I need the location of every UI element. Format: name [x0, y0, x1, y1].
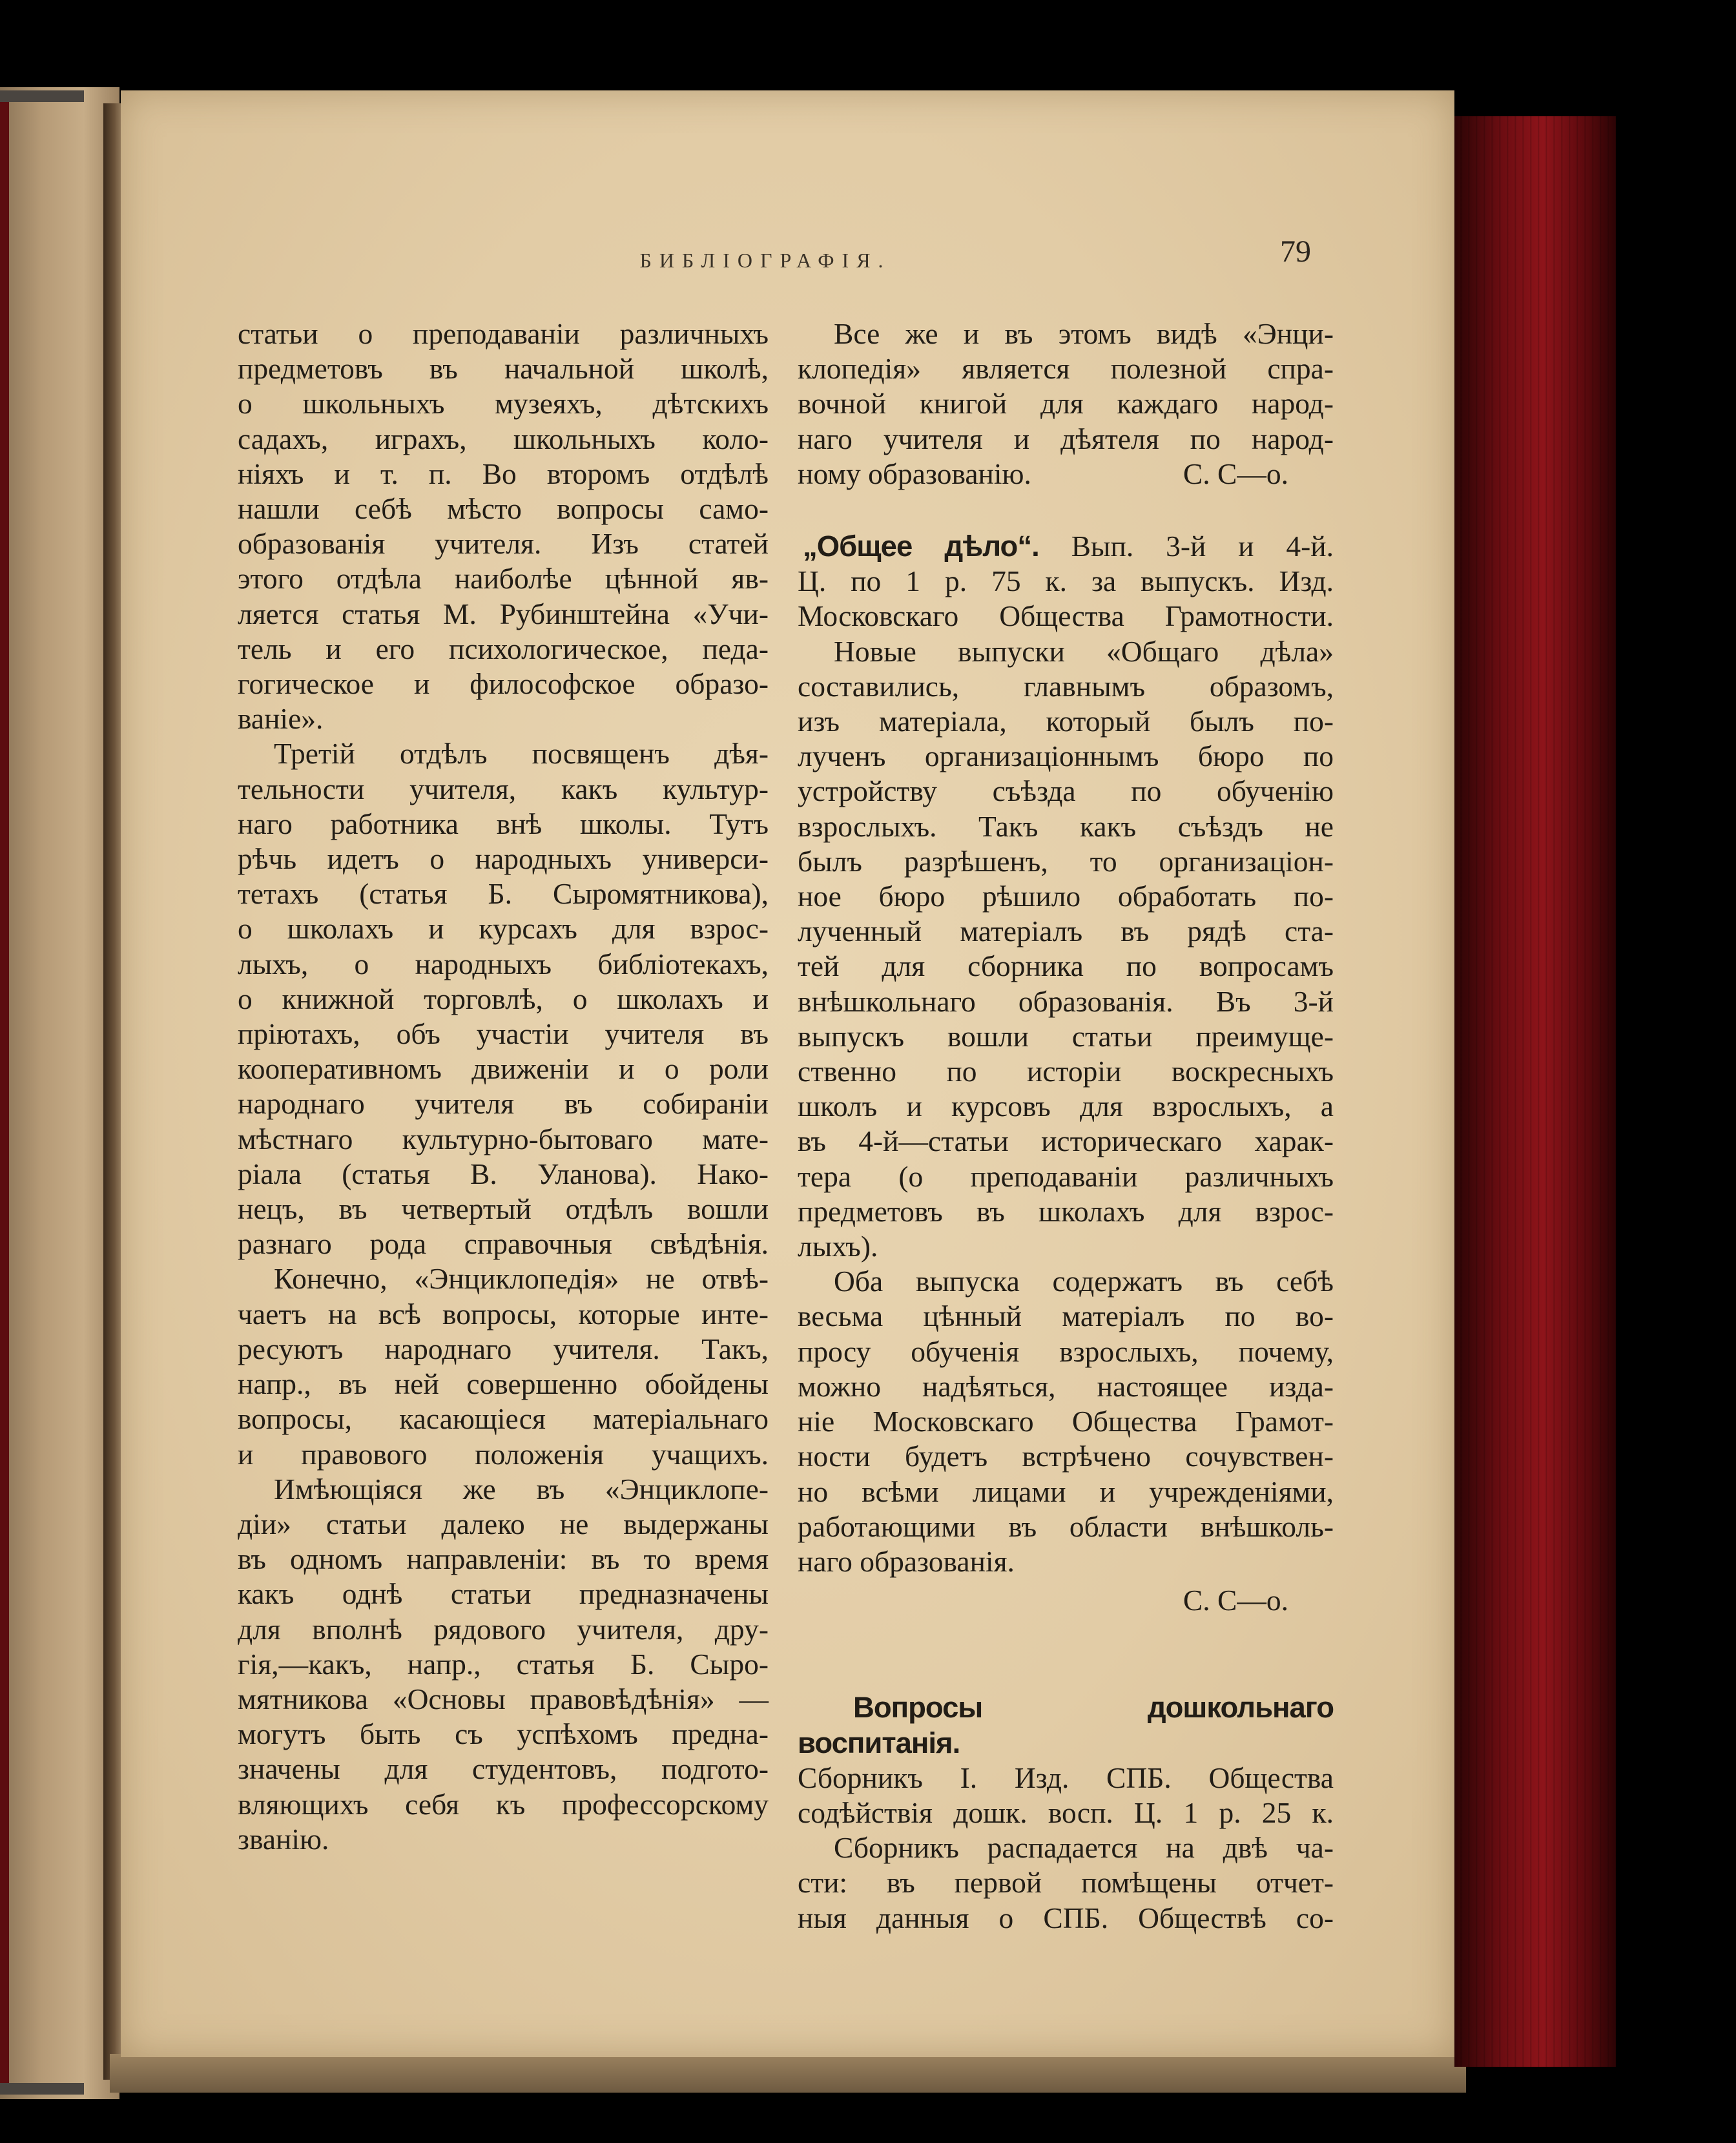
text-line: вляющихъ себя къ профессорскому	[238, 1787, 769, 1821]
text-line: гія,—какъ, напр., статья Б. Сыро-	[238, 1647, 769, 1681]
text-line: Третій отдѣлъ посвященъ дѣя-	[274, 737, 769, 771]
text-line: о книжной торговлѣ, о школахъ и	[238, 982, 769, 1015]
text-line: Сборникъ распадается на двѣ ча-	[834, 1831, 1334, 1865]
signature: С. С—о.	[1183, 1584, 1288, 1617]
text-line: ресуютъ народнаго учителя. Такъ,	[238, 1332, 769, 1365]
left-page-edge	[0, 87, 119, 2099]
text-line: былъ разрѣшенъ, то организаціон-	[798, 844, 1334, 878]
text-line: предметовъ въ школахъ для взрос-	[798, 1194, 1334, 1228]
text-line: вопросы, касающіеся матеріальнаго	[238, 1402, 769, 1436]
text-line: для вполнѣ рядового учителя, дру-	[238, 1612, 769, 1646]
text-line: разнаго рода справочныя свѣдѣнія.	[238, 1227, 769, 1261]
text-line: но всѣми лицами и учрежденіями,	[798, 1475, 1334, 1508]
text-line: гогическое и философское образо-	[238, 667, 769, 701]
page-bottom-edge	[110, 2054, 1466, 2093]
text-line: ваніе».	[238, 702, 324, 736]
text-line: кооперативномъ движеніи и о роли	[238, 1052, 769, 1086]
review-issue-info: Вып. 3-й и 4-й.	[1038, 530, 1334, 563]
text-line: тельности учителя, какъ культур-	[238, 772, 769, 805]
text-line: лыхъ).	[798, 1230, 878, 1263]
text-line: ственно по исторіи воскресныхъ	[798, 1055, 1334, 1088]
text-line: работающими въ области внѣшколь-	[798, 1509, 1334, 1543]
text-line	[798, 457, 1334, 492]
review-heading	[798, 529, 1334, 564]
text-line: ніяхъ и т. п. Во второмъ отдѣлѣ	[238, 457, 769, 490]
review-title: Вопросы дошкольнаго воспитанія.	[798, 1691, 1334, 1759]
text-line: нашли себѣ мѣсто вопросы само-	[238, 492, 769, 526]
text-line: Новые выпуски «Общаго дѣла»	[834, 634, 1334, 668]
text-line: Сборникъ I. Изд. СПБ. Общества	[798, 1761, 1334, 1794]
text-line: чаетъ на всѣ вопросы, которые инте-	[238, 1297, 769, 1330]
text-line: ляется статья М. Рубинштейна «Учи-	[238, 597, 769, 630]
text-line: ности будетъ встрѣчено сочувствен-	[798, 1440, 1334, 1473]
text-line: школъ и курсовъ для взрослыхъ, а	[798, 1090, 1334, 1123]
text-line: лученный матеріалъ въ рядѣ ста-	[798, 915, 1334, 948]
review-title: „Общее дѣло“.	[803, 530, 1039, 563]
text-line: сти: въ первой помѣщены отчет-	[798, 1866, 1334, 1900]
text-line: напр., въ ней совершенно обойдены	[238, 1367, 769, 1401]
text-line: наго образованія.	[798, 1544, 1015, 1578]
text-line: мѣстнаго культурно-бытоваго мате-	[238, 1122, 769, 1155]
text-line: Имѣющіяся же въ «Энциклопе-	[274, 1472, 769, 1506]
text-line: ныя данныя о СПБ. Обществѣ со-	[798, 1901, 1334, 1934]
text-line: устройству съѣзда по обученію	[798, 774, 1334, 808]
text-line: Все же и въ этомъ видѣ «Энци-	[834, 317, 1334, 350]
text-line: нецъ, въ четвертый отдѣлъ вошли	[238, 1192, 769, 1226]
left-column	[238, 316, 769, 1857]
text-line: ніе Московскаго Общества Грамот-	[798, 1405, 1334, 1438]
text-line: внѣшкольнаго образованія. Въ 3-й	[798, 984, 1334, 1018]
text-line: и правового положенія учащихъ.	[238, 1437, 769, 1471]
text-line: званію.	[238, 1822, 329, 1856]
text-line: о школьныхъ музеяхъ, дѣтскихъ	[238, 387, 769, 420]
text-line: содѣйствія дошк. восп. Ц. 1 р. 25 к.	[798, 1796, 1334, 1829]
text-line: въ одномъ направленіи: въ то время	[238, 1542, 769, 1576]
text-line: предметовъ въ начальной школѣ,	[238, 352, 769, 386]
text-line: тера (о преподаваніи различныхъ	[798, 1159, 1334, 1193]
text-line: значены для студентовъ, подгото-	[238, 1752, 769, 1786]
text-line: лыхъ, о народныхъ библіотекахъ,	[238, 947, 769, 980]
text-line: лученъ организаціоннымъ бюро по	[798, 740, 1334, 773]
text-line: діи» статьи далеко не выдержаны	[238, 1507, 769, 1540]
text-line: Конечно, «Энциклопедія» не отвѣ-	[274, 1262, 769, 1296]
text-line: клопедія» является полезной спра-	[798, 352, 1334, 386]
text-line: о школахъ и курсахъ для взрос-	[238, 912, 769, 946]
text-line: просу обученія взрослыхъ, почему,	[798, 1334, 1334, 1368]
text-line: Ц. по 1 р. 75 к. за выпускъ. Изд.	[798, 564, 1334, 598]
text-line: составились, главнымъ образомъ,	[798, 669, 1334, 703]
spacer	[798, 492, 1334, 529]
text-line: садахъ, играхъ, школьныхъ коло-	[238, 422, 769, 455]
page-number: 79	[1280, 234, 1311, 269]
book-page-edges-texture	[1454, 116, 1616, 2067]
text-line: въ 4-й—статьи историческаго харак-	[798, 1124, 1334, 1158]
page-corner-mark	[0, 90, 84, 102]
running-title: БИБЛІОГРАФІЯ.	[639, 249, 891, 272]
text-line: тель и его психологическое, педа-	[238, 632, 769, 665]
text-line: народнаго учителя въ собираніи	[238, 1087, 769, 1121]
text-line: Московскаго Общества Грамотности.	[798, 599, 1334, 633]
text-line: выпускъ вошли статьи преимуще-	[798, 1019, 1334, 1053]
text-line: Оба выпуска содержатъ въ себѣ	[834, 1265, 1334, 1298]
text-line: могутъ быть съ успѣхомъ предна-	[238, 1717, 769, 1751]
text-line: пріютахъ, объ участіи учителя въ	[238, 1017, 769, 1051]
text-line: рѣчь идетъ о народныхъ универси-	[238, 842, 769, 876]
text-line: мятникова «Основы правовѣдѣнія» —	[238, 1682, 769, 1715]
page-corner-mark	[0, 2083, 84, 2095]
text-line: образованія учителя. Изъ статей	[238, 527, 769, 561]
review-heading	[798, 1690, 1334, 1760]
text-line: тетахъ (статья Б. Сыромятникова),	[238, 877, 769, 911]
signature: С. С—о.	[1183, 457, 1288, 490]
text-line: вочной книгой для каждаго народ-	[798, 387, 1334, 420]
text-line: ное бюро рѣшило обработать по-	[798, 880, 1334, 913]
text-line: можно надѣяться, настоящее изда-	[798, 1369, 1334, 1403]
text-line: взрослыхъ. Такъ какъ съѣздъ не	[798, 809, 1334, 843]
text-line: этого отдѣла наиболѣе цѣнной яв-	[238, 562, 769, 595]
spacer	[798, 1618, 1334, 1690]
text-line: изъ матеріала, который былъ по-	[798, 705, 1334, 738]
text-line: тей для сборника по вопросамъ	[798, 949, 1334, 983]
right-column	[798, 316, 1334, 1936]
text-line-end: ному образованію.	[798, 457, 1031, 490]
text-line: статьи о преподаваніи различныхъ	[238, 317, 769, 350]
left-page-red-edge	[0, 90, 9, 2093]
text-line: весьма цѣнный матеріалъ по во-	[798, 1299, 1334, 1333]
text-line: какъ однѣ статьи предназначены	[238, 1577, 769, 1611]
text-line: наго учителя и дѣятеля по народ-	[798, 422, 1334, 455]
text-line: наго работника внѣ школы. Тутъ	[238, 807, 769, 840]
text-line: ріала (статья В. Уланова). Нако-	[238, 1157, 769, 1190]
